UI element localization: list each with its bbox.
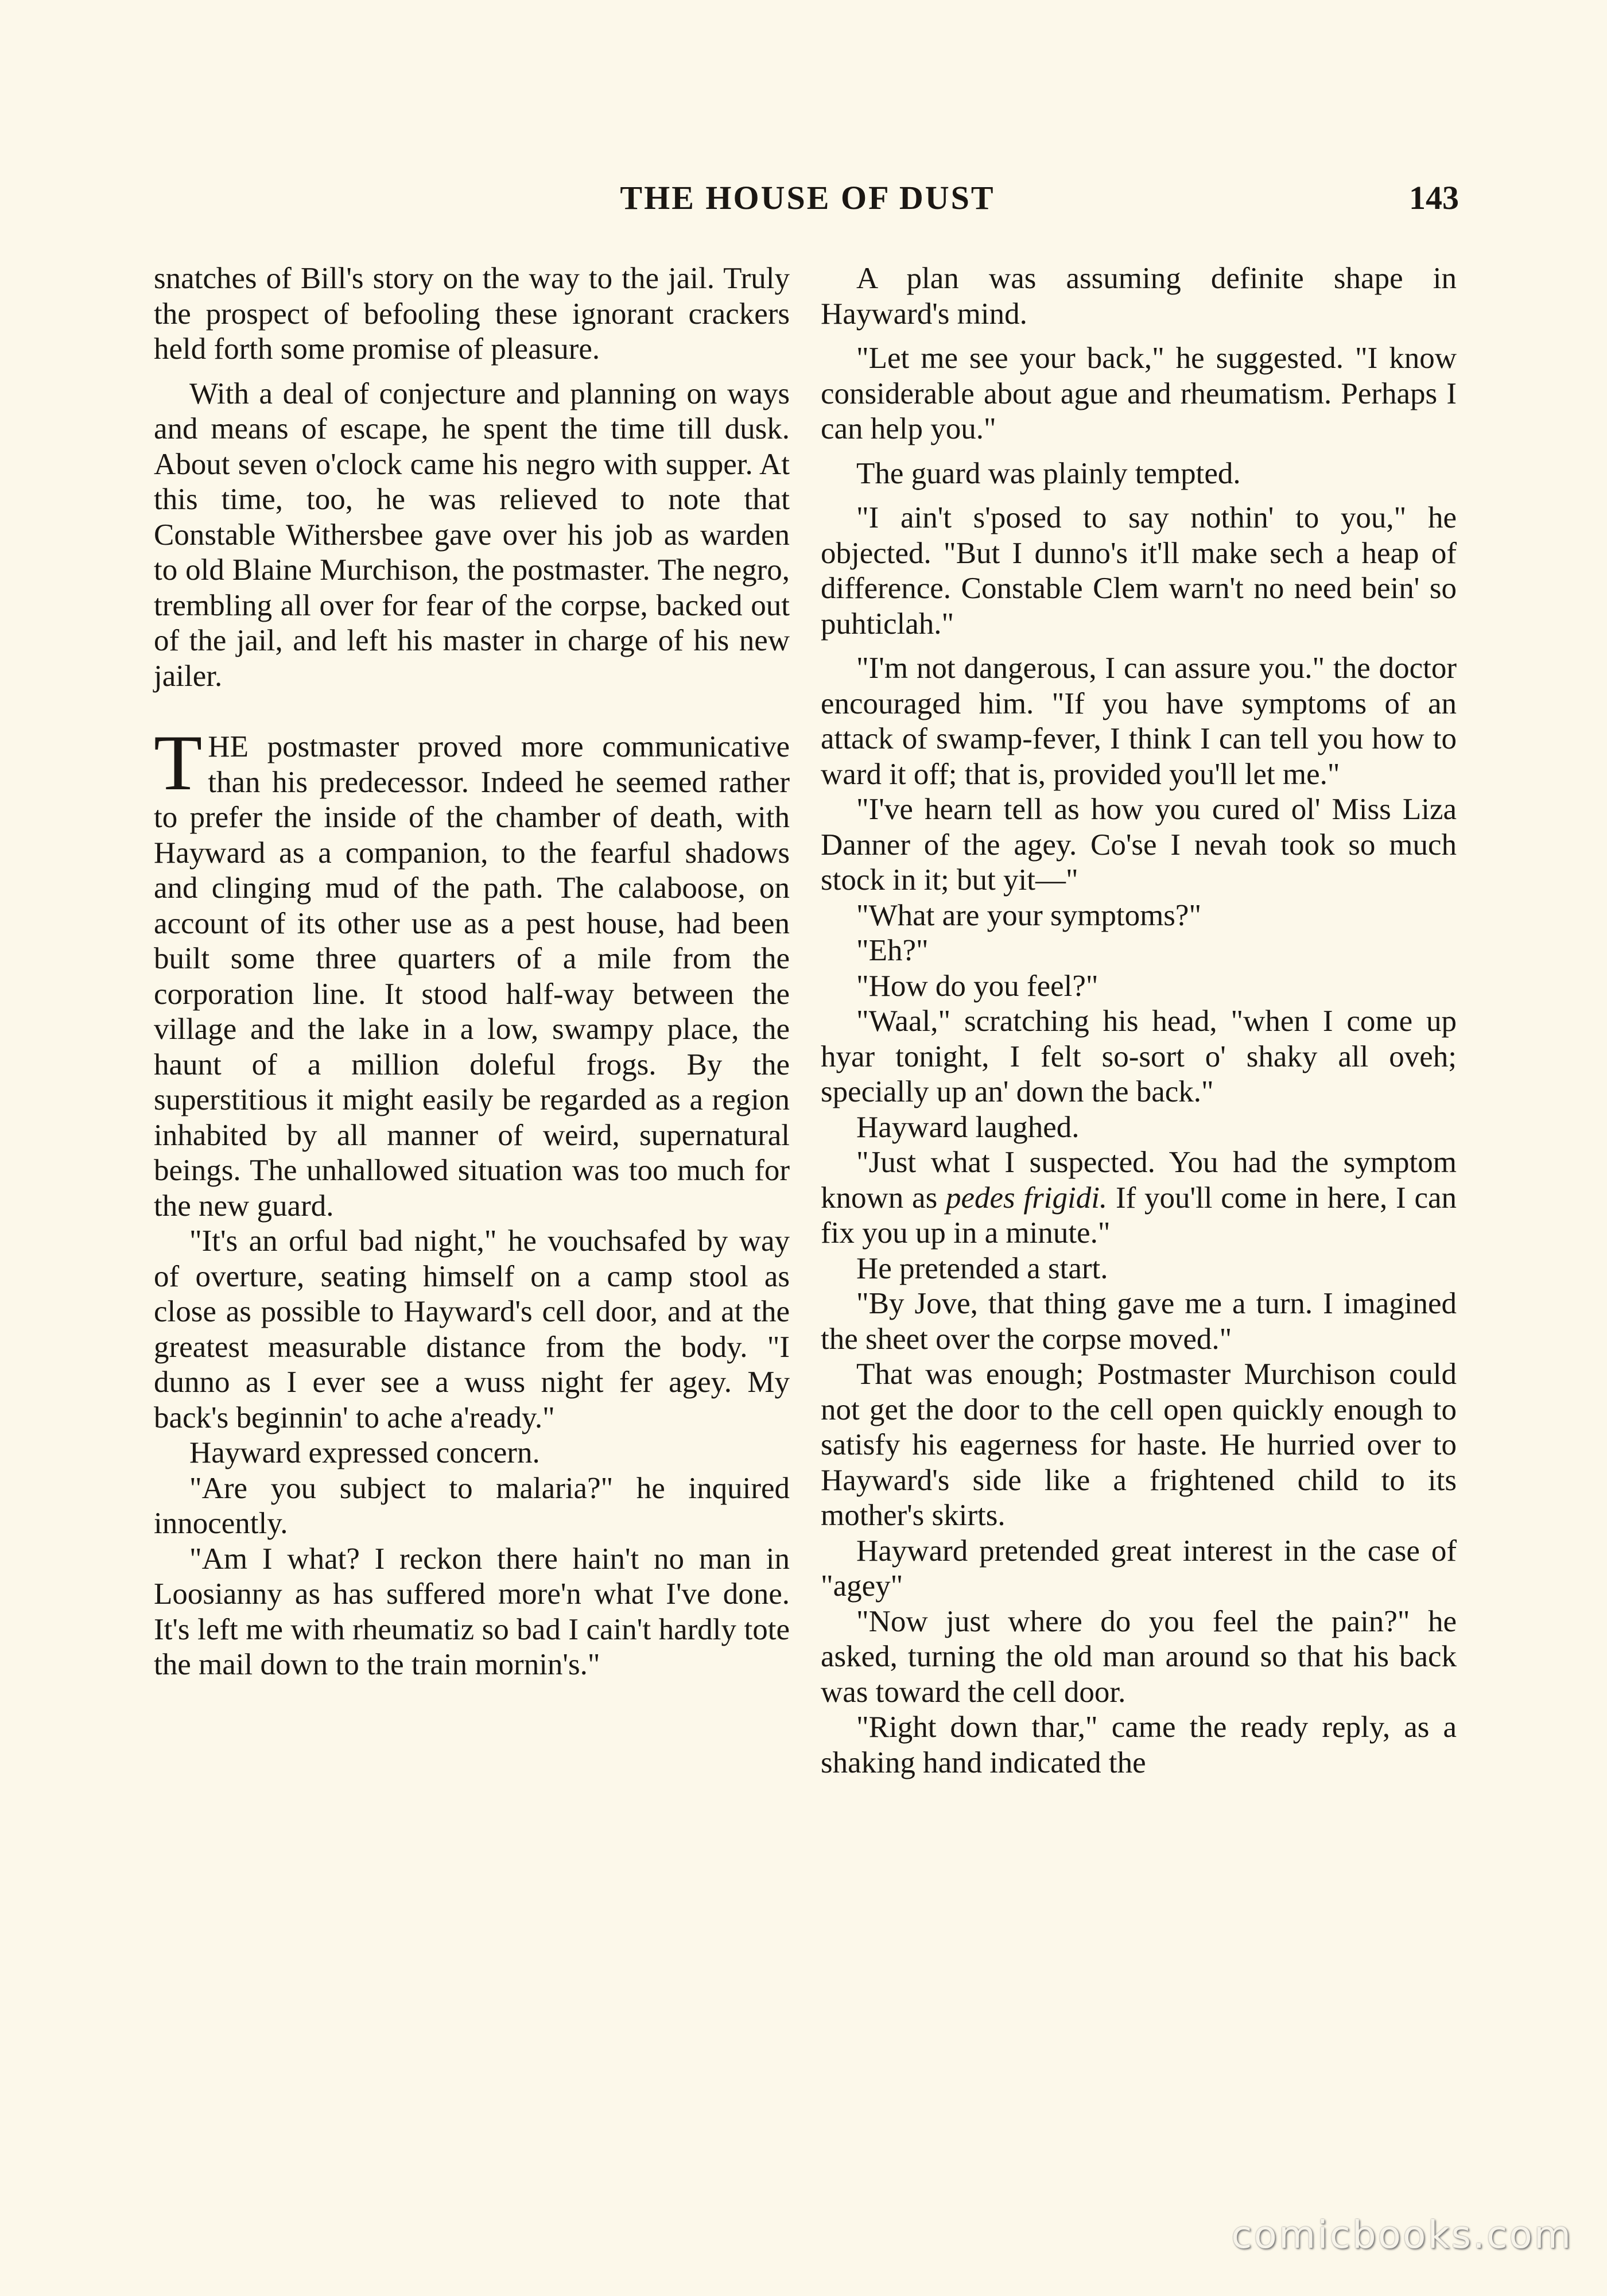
section-opening-paragraph (154, 719, 790, 1224)
paragraph: "Right down thar," came the ready reply, as a shaking hand indicated the (821, 1711, 1457, 1779)
paragraph: "Am I what? I reckon there hain't no man in Loosianny as has suffered more'n what I've done. It's left me with rheumatiz so bad I cain't hardly tote the mail down to the train mornin's." (154, 1542, 790, 1681)
paragraph: Hayward laughed. (856, 1110, 1080, 1144)
paragraph-text: HE postmaster proved more communicative than his predecessor. Indeed he seemed rather to prefer the inside of the chamber of death, with Hayward as a companion, to the fearful shadows and clinging mud of the path. The calaboose, on account of its other use as a pest house, had been built some three quarters of a mile from the corporation line. It stood half-way between the village and the lake in a low, swampy place, the haunt of a million doleful frogs. By the superstitious it might easily be regarded as a region inhabited by all manner of weird, supernatural beings. The unhallowed situation was too much for the new guard. (154, 730, 790, 1223)
paragraph: "It's an orful bad night," he vouchsafed by way of overture, seating himself on a camp stool as close as possible to Hayward's cell door, and at the greatest measurable distance from the body. "I dunno as I ever see a wuss night fer agey. My back's beginnin' to ache a'ready." (154, 1224, 790, 1434)
left-column (154, 261, 790, 1683)
paragraph: "Are you subject to malaria?" he inquired innocently. (154, 1471, 790, 1540)
running-head (156, 175, 1459, 221)
page-number: 143 (1409, 179, 1459, 216)
paragraph: snatches of Bill's story on the way to the jail. Truly the prospect of befooling these ignorant crackers held forth some promise of pleasure. (154, 262, 790, 366)
paragraph: The guard was plainly tempted. (856, 456, 1241, 490)
paragraph: "I've hearn tell as how you cured ol' Miss Liza Danner of the agey. Co'se I nevah took so much stock in it; but yit—" (821, 793, 1457, 897)
drop-cap: T (154, 719, 203, 806)
paragraph: "Let me see your back," he suggested. "I know considerable about ague and rheumatism. Perhaps I can help you." (821, 342, 1457, 445)
paragraph: "Now just where do you feel the pain?" he asked, turning the old man around so that his back was toward the cell door. (821, 1604, 1457, 1709)
paragraph (821, 1145, 1457, 1251)
watermark-logo: comicbooks.com (1231, 2213, 1573, 2257)
paragraph: "Waal," scratching his head, "when I come up hyar tonight, I felt so-sort o' shaky all oveh; specially up an' down the back." (821, 1004, 1457, 1108)
paragraph: "What are your symptoms?" (856, 898, 1202, 932)
paragraph-text: "Just what I suspected. You had the symptom known as (821, 1146, 1457, 1215)
paragraph: "I'm not dangerous, I can assure you." the doctor encouraged him. "If you have symptoms of an attack of swamp-fever, I think I can tell you how to ward it off; that is, provided you'll let me." (821, 651, 1457, 791)
paragraph: Hayward expressed concern. (189, 1436, 540, 1469)
paragraph-text: If you'll come in here, I can fix you up in a minute." (821, 1181, 1457, 1250)
paragraph: With a deal of conjecture and planning on ways and means of escape, he spent the time till dusk. About seven o'clock came his negro with supper. At this time, too, he was relieved to note that Constable Withersbee gave over his job as warden to old Blaine Murchison, the postmaster. The negro, trembling all over for fear of the corpse, backed out of the jail, and left his master in charge of his new jailer. (154, 377, 790, 693)
paragraph: That was enough; Postmaster Murchison could not get the door to the cell open quickly enough to satisfy his eagerness for haste. He hurried over to Hayward's side like a frightened child to its mother's skirts. (821, 1358, 1457, 1532)
right-column (821, 261, 1457, 1781)
italic-term: pedes frigidi. (945, 1181, 1108, 1215)
paragraph: "Eh?" (856, 934, 929, 967)
paragraph: He pretended a start. (856, 1251, 1108, 1285)
paragraph: Hayward pretended great interest in the case of "agey" (821, 1534, 1457, 1603)
running-title: THE HOUSE OF DUST (620, 179, 995, 216)
paragraph: A plan was assuming definite shape in Hayward's mind. (821, 262, 1457, 331)
paragraph: "How do you feel?" (856, 969, 1098, 1003)
paragraph: "I ain't s'posed to say nothin' to you," he objected. "But I dunno's it'll make sech a heap of difference. Constable Clem warn't no need bein' so puhticlah." (821, 501, 1457, 641)
paragraph: "By Jove, that thing gave me a turn. I imagined the sheet over the corpse moved." (821, 1287, 1457, 1356)
